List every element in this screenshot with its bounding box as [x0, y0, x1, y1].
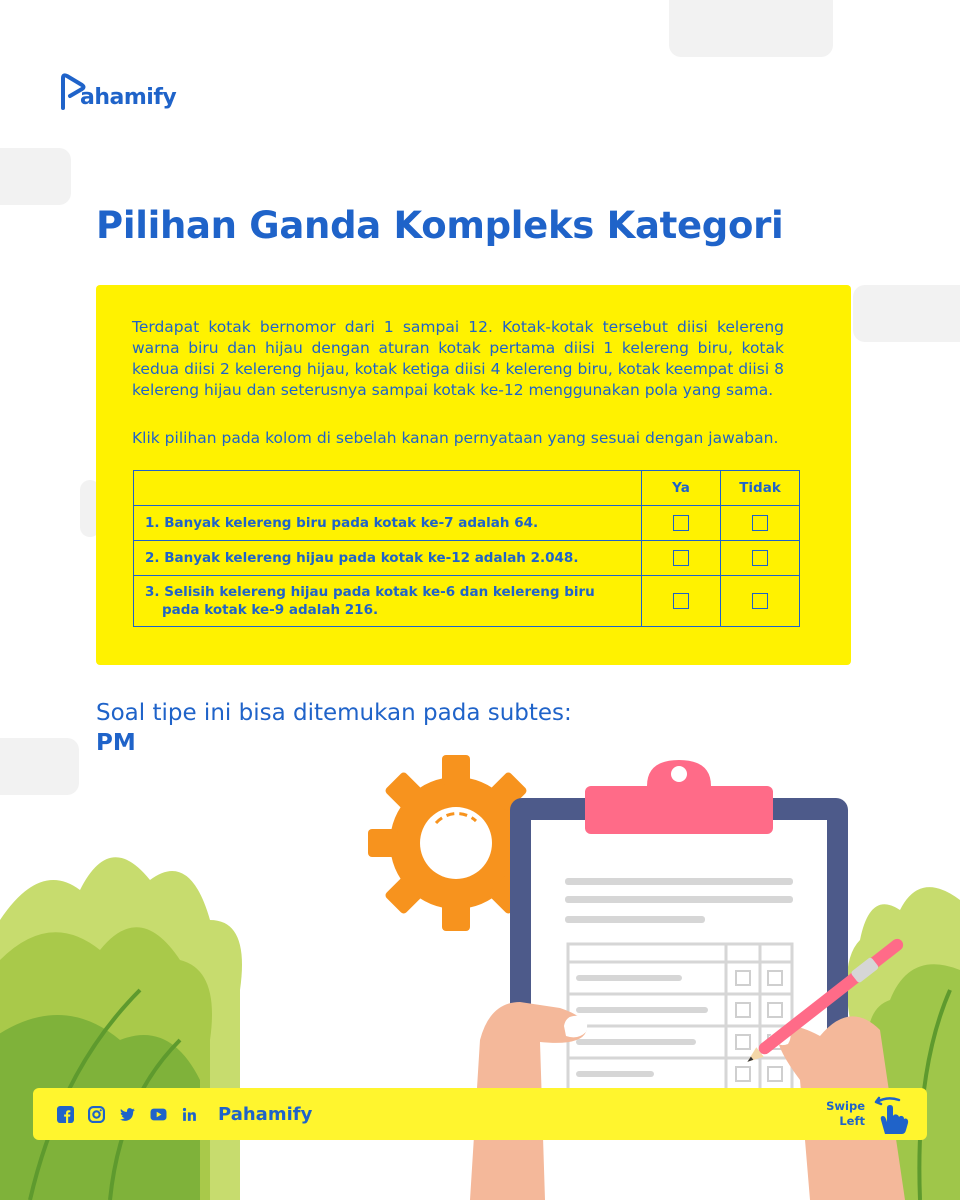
- background-shape: [669, 0, 833, 57]
- table-header: [134, 471, 642, 506]
- background-shape: [0, 148, 71, 205]
- ya-checkbox[interactable]: [673, 550, 689, 566]
- table-header-ya: Ya: [642, 471, 721, 506]
- tidak-cell: [721, 506, 800, 541]
- swipe-text-line1: Swipe: [826, 1099, 865, 1113]
- swipe-hand-icon[interactable]: [873, 1094, 911, 1136]
- linkedin-icon[interactable]: [181, 1106, 198, 1123]
- question-text: Terdapat kotak bernomor dari 1 sampai 12. Kotak-kotak tersebut diisi kelereng warna biru dan hijau dengan aturan kotak pertama diisi 1 kelereng biru, kotak kedua diisi 2 kelereng hijau, kotak ketiga diisi 4 kelereng biru, kotak keempat diisi 8 kelereng hijau dan seterusnya sampai kotak ke-12 menggunakan pola yang sama.: [132, 318, 784, 399]
- question-card: [96, 285, 851, 665]
- table-row: [134, 506, 800, 541]
- logo-text: ahamify: [80, 85, 177, 110]
- tidak-cell: [721, 576, 800, 627]
- table-header-row: [134, 471, 800, 506]
- ya-checkbox[interactable]: [673, 593, 689, 609]
- page-title: Pilihan Ganda Kompleks Kategori: [96, 204, 784, 247]
- statement-table: [133, 470, 800, 627]
- social-icons: [57, 1106, 198, 1123]
- twitter-icon[interactable]: [119, 1106, 136, 1123]
- swipe-left-label[interactable]: [826, 1099, 865, 1129]
- tidak-checkbox[interactable]: [752, 593, 768, 609]
- tidak-checkbox[interactable]: [752, 515, 768, 531]
- subtes-label: Soal tipe ini bisa ditemukan pada subtes:: [96, 700, 572, 726]
- statement-text: 1. Banyak kelereng biru pada kotak ke-7 adalah 64.: [134, 506, 642, 541]
- instagram-icon[interactable]: [88, 1106, 105, 1123]
- subtes-value: PM: [96, 730, 136, 756]
- tidak-cell: [721, 541, 800, 576]
- table-row: [134, 541, 800, 576]
- table-row: [134, 576, 800, 627]
- ya-cell: [642, 541, 721, 576]
- facebook-icon[interactable]: [57, 1106, 74, 1123]
- footer-brand[interactable]: Pahamify: [218, 1103, 313, 1125]
- footer-bar: [33, 1088, 927, 1140]
- statement-text: 2. Banyak kelereng hijau pada kotak ke-12 adalah 2.048.: [134, 541, 642, 576]
- plant-left: [0, 857, 242, 1200]
- ya-cell: [642, 506, 721, 541]
- ya-checkbox[interactable]: [673, 515, 689, 531]
- instruction-text: Klik pilihan pada kolom di sebelah kanan pernyataan yang sesuai dengan jawaban.: [132, 429, 779, 447]
- brand-logo[interactable]: [58, 72, 176, 112]
- youtube-icon[interactable]: [150, 1106, 167, 1123]
- ya-cell: [642, 576, 721, 627]
- swipe-text-line2: Left: [839, 1114, 865, 1128]
- statement-text: 3. Selisih kelereng hijau pada kotak ke-6 dan kelereng biru pada kotak ke-9 adalah 216.: [134, 576, 642, 627]
- table-header-tidak: Tidak: [721, 471, 800, 506]
- tidak-checkbox[interactable]: [752, 550, 768, 566]
- background-shape: [853, 285, 960, 342]
